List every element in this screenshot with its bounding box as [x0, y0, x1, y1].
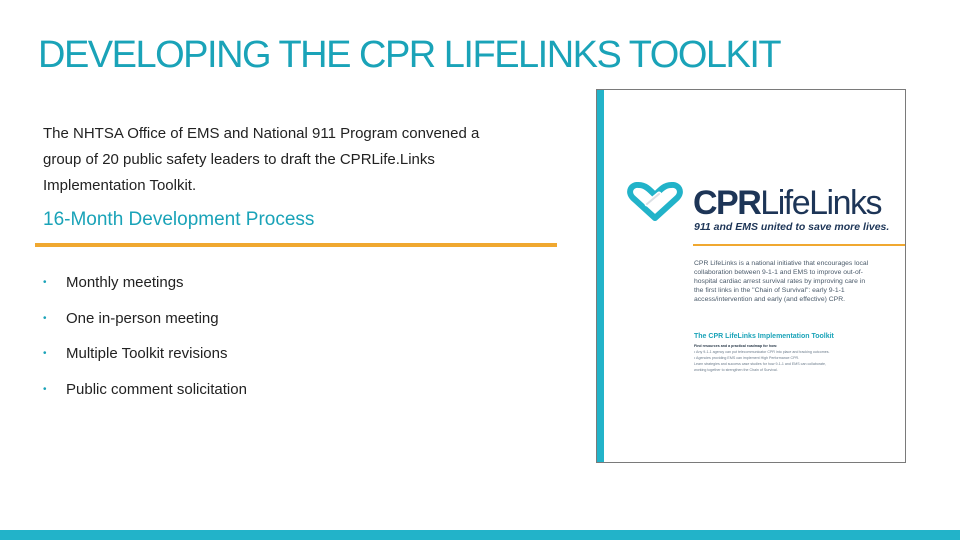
toolkit-document-thumbnail [596, 89, 906, 463]
cpr-lifelinks-logo-icon [625, 182, 685, 222]
list-item-label: One in-person meeting [66, 309, 219, 327]
section-subheading: 16-Month Development Process [43, 209, 315, 230]
fine-print-line: working together to strengthen the Chain of Survival. [694, 368, 778, 372]
list-item [43, 372, 247, 408]
bullet-icon: • [43, 277, 47, 289]
bottom-accent-bar [0, 530, 960, 540]
list-item-label: Multiple Toolkit revisions [66, 345, 228, 363]
fine-print-heading: Find resources and a practical roadmap for how: [694, 344, 778, 348]
fine-print-line: • Any 9-1-1 agency can put telecommunicator CPR into place and tracking outcomes. [694, 350, 830, 354]
brand-bold-text: CPR [693, 184, 761, 222]
bullet-icon: • [43, 383, 47, 395]
bullet-list [43, 265, 247, 407]
list-item [43, 336, 247, 372]
orange-divider [35, 243, 557, 247]
list-item [43, 265, 247, 301]
document-side-stripe [597, 90, 604, 462]
list-item [43, 301, 247, 337]
list-item-label: Monthly meetings [66, 274, 184, 292]
fine-print-line: • Agencies providing EMS can implement High Performance CPR. [694, 356, 800, 360]
document-orange-rule [693, 244, 905, 246]
intro-paragraph [43, 121, 543, 199]
bullet-icon: • [43, 312, 47, 324]
intro-line: The NHTSA Office of EMS and National 911 Program convened a [43, 125, 480, 142]
slide-title: DEVELOPING THE CPR LIFELINKS TOOLKIT [38, 34, 781, 76]
bullet-icon: • [43, 348, 47, 360]
brand-light-text: LifeLinks [760, 184, 881, 222]
document-paragraph: CPR LifeLinks is a national initiative that encourages local collaboration between 9-1-1 and EMS to improve out-of-hospital cardiac arrest survival rates by improving care in the first links in the "Chain of Survival": early 9-1-1 access/intervention and early (and effective) CPR. [694, 260, 869, 303]
intro-line: Implementation Toolkit. [43, 177, 197, 194]
document-tagline: 911 and EMS united to save more lives. [694, 221, 890, 233]
fine-print-line: Learn strategies and success case studies for how 9-1-1 and EMS can collaborate, [694, 362, 827, 366]
document-brand-wordmark [693, 184, 881, 223]
document-fine-print [694, 343, 894, 373]
intro-line: group of 20 public safety leaders to draft the CPRLife.Links [43, 151, 435, 168]
list-item-label: Public comment solicitation [66, 380, 247, 398]
document-heading: The CPR LifeLinks Implementation Toolkit [694, 333, 834, 340]
